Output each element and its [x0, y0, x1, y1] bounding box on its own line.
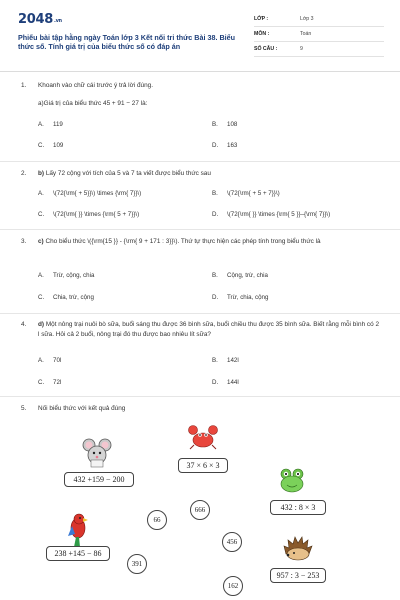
option-d[interactable]: D. \(72{\rm{ }} \times {\rm{ 5 }}–{\rm{ 7}}\): [212, 211, 331, 218]
option-b[interactable]: B. 108: [212, 121, 238, 128]
option-d[interactable]: D. Trừ, chia, cộng: [212, 294, 269, 301]
expression-box[interactable]: 432 : 8 × 3: [270, 500, 326, 515]
question-1: [21, 81, 381, 161]
result-circle[interactable]: 66: [147, 510, 167, 530]
question-5: [21, 404, 381, 416]
question-divider: [0, 229, 400, 230]
matching-exercise: [0, 420, 400, 600]
question-4: [21, 320, 381, 392]
question-number: 4.: [21, 321, 27, 328]
question-text: d) Một nông trại nuôi bò sữa, buổi sáng thu được 36 bình sữa, buổi chiều thu được 35 bình sữa. Biết rằng mỗi bình có 2 l sữa. Hỏi cả 2 buổi, nông trại đó thu được bao nhiêu lít sữa?: [38, 321, 379, 338]
header-divider: [0, 71, 400, 72]
option-a[interactable]: A. Trừ, cộng, chia: [38, 272, 95, 279]
option-c[interactable]: C. Chia, trừ, cộng: [38, 294, 94, 301]
expression-box[interactable]: 957 : 3 − 253: [270, 568, 326, 583]
question-subprompt: a)Giá trị của biểu thức 45 + 91 − 27 là:: [38, 100, 148, 107]
option-c[interactable]: C. 109: [38, 142, 64, 149]
expression-box[interactable]: 238 +145 − 86: [46, 546, 110, 561]
meta-row-question-count: SỐ CÂU : 9: [254, 44, 384, 57]
expression-box[interactable]: 432 +159 − 200: [64, 472, 134, 487]
option-b[interactable]: B. Cộng, trừ, chia: [212, 272, 268, 279]
option-b[interactable]: B. 142l: [212, 357, 239, 364]
option-a[interactable]: A. 70l: [38, 357, 62, 364]
result-circle[interactable]: 456: [222, 532, 242, 552]
meta-row-subject: MÔN : Toán: [254, 29, 384, 42]
option-d[interactable]: D. 163: [212, 142, 238, 149]
result-circle[interactable]: 162: [223, 576, 243, 596]
worksheet-meta: [254, 14, 384, 59]
question-divider: [0, 313, 400, 314]
question-number: 2.: [21, 170, 27, 177]
result-circle[interactable]: 391: [127, 554, 147, 574]
mouse-icon: [82, 436, 112, 468]
question-2: [21, 169, 381, 229]
question-number: 3.: [21, 238, 27, 245]
expression-box[interactable]: 37 × 6 × 3: [178, 458, 228, 473]
option-d[interactable]: D. 144l: [212, 379, 239, 386]
parrot-icon: [66, 512, 92, 548]
question-number: 5.: [21, 405, 27, 412]
option-c[interactable]: C. 72l: [38, 379, 62, 386]
worksheet-header: [18, 12, 384, 62]
page-title: Phiếu bài tập hằng ngày Toán lớp 3 Kết nối tri thức Bài 38. Biểu thức số. Tính giá trị của biểu thức số có đáp án: [18, 33, 236, 51]
option-b[interactable]: B. \(72{\rm{ + 5 + 7}}\): [212, 190, 280, 197]
meta-row-class: LỚP : Lớp 3: [254, 14, 384, 27]
question-divider: [0, 161, 400, 162]
crab-icon: [188, 424, 218, 450]
option-a[interactable]: A. 119: [38, 121, 63, 128]
hedgehog-icon: [282, 534, 314, 562]
question-text: Khoanh vào chữ cái trước ý trả lời đúng.: [38, 82, 153, 89]
site-logo[interactable]: 2048.vn: [18, 12, 62, 27]
question-text: b) Lấy 72 cộng với tích của 5 và 7 ta viết được biểu thức sau: [38, 170, 211, 177]
question-number: 1.: [21, 82, 27, 89]
question-text: Nối biểu thức với kết quả đúng: [38, 405, 126, 412]
question-text: c) Cho biểu thức \({\rm{15 }} - {\rm{ 9 + 171 : 3}}\). Thứ tự thực hiện các phép tính trong biểu thức là: [38, 238, 321, 245]
question-divider: [0, 396, 400, 397]
question-3: [21, 237, 381, 307]
option-c[interactable]: C. \(72{\rm{ }} \times {\rm{ 5 + 7}}\): [38, 211, 140, 218]
result-circle[interactable]: 666: [190, 500, 210, 520]
option-a[interactable]: A. \(72{\rm{ + 5}}\) \times {\rm{ 7}}\): [38, 190, 142, 197]
frog-icon: [278, 466, 306, 494]
